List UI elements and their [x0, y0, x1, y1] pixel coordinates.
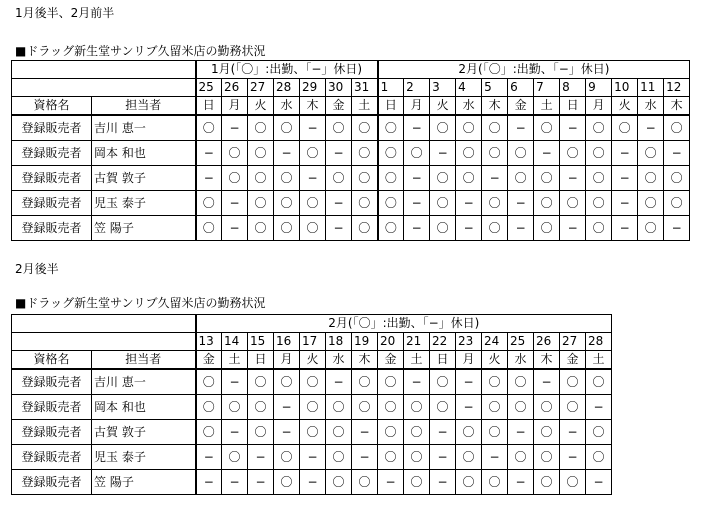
attendance-mark-cell: 〇 — [222, 445, 248, 470]
attendance-mark-cell: 〇 — [482, 115, 508, 141]
date-cell: 27 — [560, 333, 586, 351]
attendance-mark-cell: − — [274, 420, 300, 445]
attendance-mark-cell: − — [456, 369, 482, 395]
attendance-mark-cell: − — [560, 216, 586, 241]
attendance-mark-cell: 〇 — [560, 191, 586, 216]
date-cell: 23 — [456, 333, 482, 351]
attendance-mark-cell: 〇 — [300, 420, 326, 445]
attendance-mark-cell: 〇 — [274, 115, 300, 141]
attendance-mark-cell: 〇 — [456, 445, 482, 470]
attendance-mark-cell: − — [430, 445, 456, 470]
attendance-mark-cell: 〇 — [508, 369, 534, 395]
attendance-mark-cell: 〇 — [638, 216, 664, 241]
attendance-mark-cell: 〇 — [430, 395, 456, 420]
attendance-mark-cell: 〇 — [534, 420, 560, 445]
weekday-cell: 月 — [404, 97, 430, 116]
staff-row — [12, 216, 690, 241]
attendance-mark-cell: 〇 — [482, 369, 508, 395]
weekday-cell: 金 — [508, 97, 534, 116]
staff-name-cell: 吉川 恵一 — [92, 115, 196, 141]
date-cell: 15 — [248, 333, 274, 351]
attendance-mark-cell: − — [612, 166, 638, 191]
attendance-mark-cell: 〇 — [378, 420, 404, 445]
attendance-mark-cell: 〇 — [378, 191, 404, 216]
date-cell: 5 — [482, 79, 508, 97]
weekday-cell: 木 — [300, 97, 326, 116]
attendance-mark-cell: 〇 — [560, 369, 586, 395]
attendance-mark-cell: − — [508, 216, 534, 241]
date-cell: 9 — [586, 79, 612, 97]
attendance-mark-cell: − — [274, 395, 300, 420]
weekday-cell: 水 — [456, 97, 482, 116]
attendance-mark-cell: 〇 — [196, 395, 222, 420]
attendance-mark-cell: − — [404, 115, 430, 141]
attendance-mark-cell: − — [430, 141, 456, 166]
attendance-mark-cell: 〇 — [404, 445, 430, 470]
attendance-mark-cell: 〇 — [430, 191, 456, 216]
attendance-mark-cell: 〇 — [222, 395, 248, 420]
attendance-mark-cell: 〇 — [378, 445, 404, 470]
staff-name-cell: 児玉 泰子 — [92, 445, 196, 470]
attendance-mark-cell: − — [638, 115, 664, 141]
date-cell: 28 — [586, 333, 612, 351]
attendance-mark-cell: 〇 — [378, 141, 404, 166]
attendance-mark-cell: 〇 — [248, 369, 274, 395]
weekday-cell: 火 — [430, 97, 456, 116]
attendance-mark-cell: 〇 — [326, 420, 352, 445]
attendance-mark-cell: − — [352, 445, 378, 470]
staff-row — [12, 141, 690, 166]
staff-row — [12, 369, 612, 395]
weekday-cell: 日 — [560, 97, 586, 116]
attendance-mark-cell: 〇 — [196, 216, 222, 241]
staff-row — [12, 445, 612, 470]
date-row — [12, 333, 612, 351]
attendance-mark-cell: − — [378, 470, 404, 495]
attendance-mark-cell: 〇 — [378, 395, 404, 420]
attendance-mark-cell: 〇 — [352, 470, 378, 495]
attendance-mark-cell: 〇 — [456, 470, 482, 495]
attendance-mark-cell: 〇 — [326, 395, 352, 420]
attendance-mark-cell: 〇 — [508, 141, 534, 166]
weekday-cell: 金 — [378, 351, 404, 370]
weekday-cell: 月 — [456, 351, 482, 370]
attendance-mark-cell: 〇 — [352, 166, 378, 191]
attendance-mark-cell: − — [326, 141, 352, 166]
attendance-mark-cell: − — [612, 216, 638, 241]
weekday-cell: 土 — [352, 97, 378, 116]
attendance-mark-cell: − — [248, 445, 274, 470]
date-cell: 1 — [378, 79, 404, 97]
date-cell: 4 — [456, 79, 482, 97]
attendance-mark-cell: 〇 — [248, 395, 274, 420]
attendance-mark-cell: 〇 — [534, 216, 560, 241]
attendance-mark-cell: 〇 — [300, 141, 326, 166]
attendance-mark-cell: − — [456, 395, 482, 420]
date-cell: 22 — [430, 333, 456, 351]
qualification-cell: 登録販売者 — [12, 395, 92, 420]
header-blank-cell — [12, 315, 196, 333]
attendance-mark-cell: 〇 — [482, 216, 508, 241]
weekday-cell: 月 — [586, 97, 612, 116]
person-header: 担当者 — [92, 351, 196, 370]
weekday-cell: 日 — [378, 97, 404, 116]
group-header-row — [12, 61, 690, 79]
group-header-row — [12, 315, 612, 333]
qualification-cell: 登録販売者 — [12, 420, 92, 445]
attendance-mark-cell: − — [222, 115, 248, 141]
attendance-mark-cell: 〇 — [586, 445, 612, 470]
attendance-mark-cell: − — [612, 191, 638, 216]
qualification-cell: 登録販売者 — [12, 470, 92, 495]
attendance-mark-cell: − — [196, 470, 222, 495]
attendance-mark-cell: − — [222, 191, 248, 216]
attendance-mark-cell: − — [482, 445, 508, 470]
attendance-mark-cell: 〇 — [482, 395, 508, 420]
date-cell: 12 — [664, 79, 690, 97]
attendance-mark-cell: − — [196, 166, 222, 191]
date-cell: 27 — [248, 79, 274, 97]
attendance-mark-cell: − — [586, 470, 612, 495]
attendance-mark-cell: 〇 — [196, 369, 222, 395]
weekday-cell: 木 — [534, 351, 560, 370]
attendance-mark-cell: 〇 — [404, 395, 430, 420]
month-group-header: 2月(「〇」:出勤、「−」休日) — [196, 315, 612, 333]
attendance-mark-cell: 〇 — [378, 216, 404, 241]
attendance-mark-cell: 〇 — [430, 369, 456, 395]
weekday-row — [12, 351, 612, 370]
attendance-mark-cell: 〇 — [248, 115, 274, 141]
attendance-mark-cell: 〇 — [586, 420, 612, 445]
attendance-mark-cell: 〇 — [196, 191, 222, 216]
qualification-header: 資格名 — [12, 97, 92, 116]
attendance-mark-cell: − — [560, 445, 586, 470]
attendance-mark-cell: − — [560, 166, 586, 191]
weekday-cell: 土 — [534, 97, 560, 116]
date-cell: 26 — [534, 333, 560, 351]
attendance-mark-cell: 〇 — [404, 141, 430, 166]
attendance-mark-cell: 〇 — [534, 191, 560, 216]
attendance-mark-cell: 〇 — [586, 216, 612, 241]
attendance-mark-cell: 〇 — [404, 470, 430, 495]
attendance-mark-cell: − — [222, 420, 248, 445]
staff-row — [12, 115, 690, 141]
weekday-cell: 日 — [430, 351, 456, 370]
attendance-mark-cell: 〇 — [352, 395, 378, 420]
staff-name-cell: 古賀 敦子 — [92, 166, 196, 191]
attendance-mark-cell: 〇 — [586, 115, 612, 141]
attendance-mark-cell: 〇 — [274, 191, 300, 216]
attendance-mark-cell: 〇 — [508, 445, 534, 470]
date-cell: 10 — [612, 79, 638, 97]
attendance-mark-cell: 〇 — [196, 420, 222, 445]
attendance-mark-cell: − — [482, 166, 508, 191]
date-cell: 31 — [352, 79, 378, 97]
attendance-mark-cell: − — [300, 470, 326, 495]
attendance-mark-cell: 〇 — [274, 166, 300, 191]
section-1-store-title: ■ドラッグ新生堂サンリブ久留米店の勤務状況 — [15, 44, 266, 58]
weekday-cell: 日 — [196, 97, 222, 116]
staff-name-cell: 笠 陽子 — [92, 470, 196, 495]
attendance-mark-cell: 〇 — [378, 166, 404, 191]
schedule-table-1 — [11, 60, 690, 241]
attendance-mark-cell: 〇 — [404, 420, 430, 445]
month-group-header: 1月(「〇」:出勤、「−」休日) — [196, 61, 378, 79]
attendance-mark-cell: 〇 — [352, 216, 378, 241]
attendance-mark-cell: − — [404, 191, 430, 216]
staff-name-cell: 吉川 恵一 — [92, 369, 196, 395]
qualification-cell: 登録販売者 — [12, 141, 92, 166]
attendance-mark-cell: 〇 — [456, 115, 482, 141]
attendance-mark-cell: 〇 — [248, 420, 274, 445]
attendance-mark-cell: 〇 — [508, 395, 534, 420]
qualification-cell: 登録販売者 — [12, 166, 92, 191]
date-cell: 3 — [430, 79, 456, 97]
attendance-mark-cell: − — [248, 470, 274, 495]
attendance-mark-cell: − — [326, 216, 352, 241]
qualification-cell: 登録販売者 — [12, 369, 92, 395]
attendance-mark-cell: − — [508, 470, 534, 495]
attendance-mark-cell: − — [300, 166, 326, 191]
date-cell: 26 — [222, 79, 248, 97]
attendance-mark-cell: 〇 — [482, 470, 508, 495]
weekday-cell: 火 — [248, 97, 274, 116]
date-cell: 16 — [274, 333, 300, 351]
attendance-mark-cell: 〇 — [326, 115, 352, 141]
date-cell: 6 — [508, 79, 534, 97]
section-2-heading: 2月後半 — [15, 262, 59, 276]
weekday-cell: 水 — [274, 97, 300, 116]
attendance-mark-cell: 〇 — [482, 141, 508, 166]
staff-name-cell: 笠 陽子 — [92, 216, 196, 241]
attendance-mark-cell: 〇 — [300, 216, 326, 241]
attendance-mark-cell: 〇 — [612, 115, 638, 141]
section-1-heading: 1月後半、2月前半 — [15, 6, 115, 20]
weekday-cell: 火 — [612, 97, 638, 116]
attendance-mark-cell: 〇 — [274, 470, 300, 495]
attendance-mark-cell: 〇 — [326, 445, 352, 470]
qualification-cell: 登録販売者 — [12, 216, 92, 241]
attendance-mark-cell: − — [196, 141, 222, 166]
attendance-mark-cell: − — [326, 191, 352, 216]
attendance-mark-cell: 〇 — [482, 191, 508, 216]
attendance-mark-cell: 〇 — [352, 115, 378, 141]
attendance-mark-cell: 〇 — [534, 395, 560, 420]
attendance-mark-cell: 〇 — [534, 115, 560, 141]
attendance-mark-cell: 〇 — [638, 141, 664, 166]
weekday-cell: 金 — [196, 351, 222, 370]
date-cell: 19 — [352, 333, 378, 351]
attendance-mark-cell: 〇 — [378, 369, 404, 395]
attendance-mark-cell: 〇 — [534, 166, 560, 191]
weekday-cell: 水 — [326, 351, 352, 370]
attendance-mark-cell: − — [300, 445, 326, 470]
attendance-mark-cell: 〇 — [248, 141, 274, 166]
attendance-mark-cell: − — [560, 115, 586, 141]
attendance-mark-cell: 〇 — [586, 141, 612, 166]
attendance-mark-cell: − — [456, 216, 482, 241]
attendance-mark-cell: − — [534, 141, 560, 166]
attendance-mark-cell: − — [404, 166, 430, 191]
attendance-mark-cell: 〇 — [352, 191, 378, 216]
date-cell: 20 — [378, 333, 404, 351]
attendance-mark-cell: 〇 — [300, 369, 326, 395]
attendance-mark-cell: 〇 — [326, 470, 352, 495]
attendance-mark-cell: − — [222, 470, 248, 495]
attendance-mark-cell: − — [612, 141, 638, 166]
attendance-mark-cell: 〇 — [352, 369, 378, 395]
attendance-mark-cell: 〇 — [534, 445, 560, 470]
header-blank-cell — [12, 61, 196, 79]
attendance-mark-cell: 〇 — [430, 216, 456, 241]
attendance-mark-cell: 〇 — [560, 141, 586, 166]
weekday-cell: 水 — [508, 351, 534, 370]
weekday-cell: 木 — [352, 351, 378, 370]
date-row-blank-cell — [12, 333, 196, 351]
date-cell: 29 — [300, 79, 326, 97]
qualification-cell: 登録販売者 — [12, 115, 92, 141]
qualification-cell: 登録販売者 — [12, 445, 92, 470]
attendance-mark-cell: 〇 — [508, 166, 534, 191]
date-cell: 17 — [300, 333, 326, 351]
attendance-mark-cell: − — [586, 395, 612, 420]
attendance-mark-cell: − — [508, 420, 534, 445]
staff-name-cell: 岡本 和也 — [92, 141, 196, 166]
attendance-mark-cell: 〇 — [248, 191, 274, 216]
weekday-row — [12, 97, 690, 116]
attendance-mark-cell: 〇 — [300, 395, 326, 420]
qualification-cell: 登録販売者 — [12, 191, 92, 216]
attendance-mark-cell: 〇 — [456, 141, 482, 166]
date-cell: 28 — [274, 79, 300, 97]
weekday-cell: 土 — [404, 351, 430, 370]
attendance-mark-cell: − — [534, 369, 560, 395]
attendance-mark-cell: − — [560, 420, 586, 445]
attendance-mark-cell: 〇 — [560, 470, 586, 495]
weekday-cell: 木 — [482, 97, 508, 116]
attendance-mark-cell: 〇 — [586, 166, 612, 191]
weekday-cell: 金 — [326, 97, 352, 116]
attendance-mark-cell: − — [300, 115, 326, 141]
attendance-mark-cell: − — [430, 470, 456, 495]
attendance-mark-cell: 〇 — [664, 115, 690, 141]
weekday-cell: 水 — [638, 97, 664, 116]
attendance-mark-cell: 〇 — [586, 369, 612, 395]
person-header: 担当者 — [92, 97, 196, 116]
staff-row — [12, 420, 612, 445]
attendance-mark-cell: 〇 — [248, 166, 274, 191]
qualification-header: 資格名 — [12, 351, 92, 370]
staff-row — [12, 191, 690, 216]
staff-row — [12, 395, 612, 420]
attendance-mark-cell: 〇 — [378, 115, 404, 141]
staff-row — [12, 470, 612, 495]
weekday-cell: 月 — [222, 97, 248, 116]
date-cell: 2 — [404, 79, 430, 97]
date-cell: 13 — [196, 333, 222, 351]
attendance-mark-cell: − — [664, 141, 690, 166]
weekday-cell: 月 — [274, 351, 300, 370]
attendance-mark-cell: − — [404, 369, 430, 395]
weekday-cell: 火 — [300, 351, 326, 370]
weekday-cell: 火 — [482, 351, 508, 370]
date-row-blank-cell — [12, 79, 196, 97]
attendance-mark-cell: 〇 — [638, 191, 664, 216]
date-cell: 18 — [326, 333, 352, 351]
staff-name-cell: 児玉 泰子 — [92, 191, 196, 216]
attendance-mark-cell: − — [456, 191, 482, 216]
attendance-mark-cell: − — [326, 369, 352, 395]
attendance-mark-cell: 〇 — [430, 166, 456, 191]
attendance-mark-cell: − — [222, 216, 248, 241]
attendance-mark-cell: 〇 — [586, 191, 612, 216]
date-row — [12, 79, 690, 97]
attendance-mark-cell: 〇 — [326, 166, 352, 191]
attendance-mark-cell: − — [352, 420, 378, 445]
attendance-mark-cell: 〇 — [638, 166, 664, 191]
date-cell: 8 — [560, 79, 586, 97]
attendance-mark-cell: − — [196, 445, 222, 470]
weekday-cell: 日 — [248, 351, 274, 370]
staff-name-cell: 岡本 和也 — [92, 395, 196, 420]
attendance-mark-cell: 〇 — [664, 166, 690, 191]
attendance-mark-cell: 〇 — [534, 470, 560, 495]
attendance-mark-cell: 〇 — [300, 191, 326, 216]
date-cell: 30 — [326, 79, 352, 97]
attendance-mark-cell: 〇 — [222, 141, 248, 166]
staff-row — [12, 166, 690, 191]
attendance-mark-cell: − — [274, 141, 300, 166]
attendance-mark-cell: − — [664, 216, 690, 241]
section-2-store-title: ■ドラッグ新生堂サンリブ久留米店の勤務状況 — [15, 296, 266, 310]
date-cell: 14 — [222, 333, 248, 351]
attendance-mark-cell: 〇 — [196, 115, 222, 141]
staff-name-cell: 古賀 敦子 — [92, 420, 196, 445]
attendance-mark-cell: 〇 — [560, 395, 586, 420]
date-cell: 25 — [196, 79, 222, 97]
date-cell: 7 — [534, 79, 560, 97]
schedule-table-2 — [11, 314, 612, 495]
weekday-cell: 金 — [560, 351, 586, 370]
date-cell: 24 — [482, 333, 508, 351]
attendance-mark-cell: 〇 — [456, 166, 482, 191]
attendance-mark-cell: 〇 — [456, 420, 482, 445]
date-cell: 11 — [638, 79, 664, 97]
date-cell: 25 — [508, 333, 534, 351]
attendance-mark-cell: − — [508, 191, 534, 216]
attendance-mark-cell: − — [222, 369, 248, 395]
month-group-header: 2月(「〇」:出勤、「−」休日) — [378, 61, 690, 79]
attendance-mark-cell: 〇 — [664, 191, 690, 216]
weekday-cell: 木 — [664, 97, 690, 116]
attendance-mark-cell: 〇 — [222, 166, 248, 191]
attendance-mark-cell: 〇 — [274, 369, 300, 395]
attendance-mark-cell: 〇 — [482, 420, 508, 445]
weekday-cell: 土 — [586, 351, 612, 370]
attendance-mark-cell: 〇 — [430, 115, 456, 141]
attendance-mark-cell: − — [404, 216, 430, 241]
attendance-mark-cell: 〇 — [248, 216, 274, 241]
attendance-mark-cell: 〇 — [274, 216, 300, 241]
attendance-mark-cell: 〇 — [274, 445, 300, 470]
weekday-cell: 土 — [222, 351, 248, 370]
attendance-mark-cell: − — [430, 420, 456, 445]
date-cell: 21 — [404, 333, 430, 351]
attendance-mark-cell: 〇 — [352, 141, 378, 166]
attendance-mark-cell: − — [508, 115, 534, 141]
